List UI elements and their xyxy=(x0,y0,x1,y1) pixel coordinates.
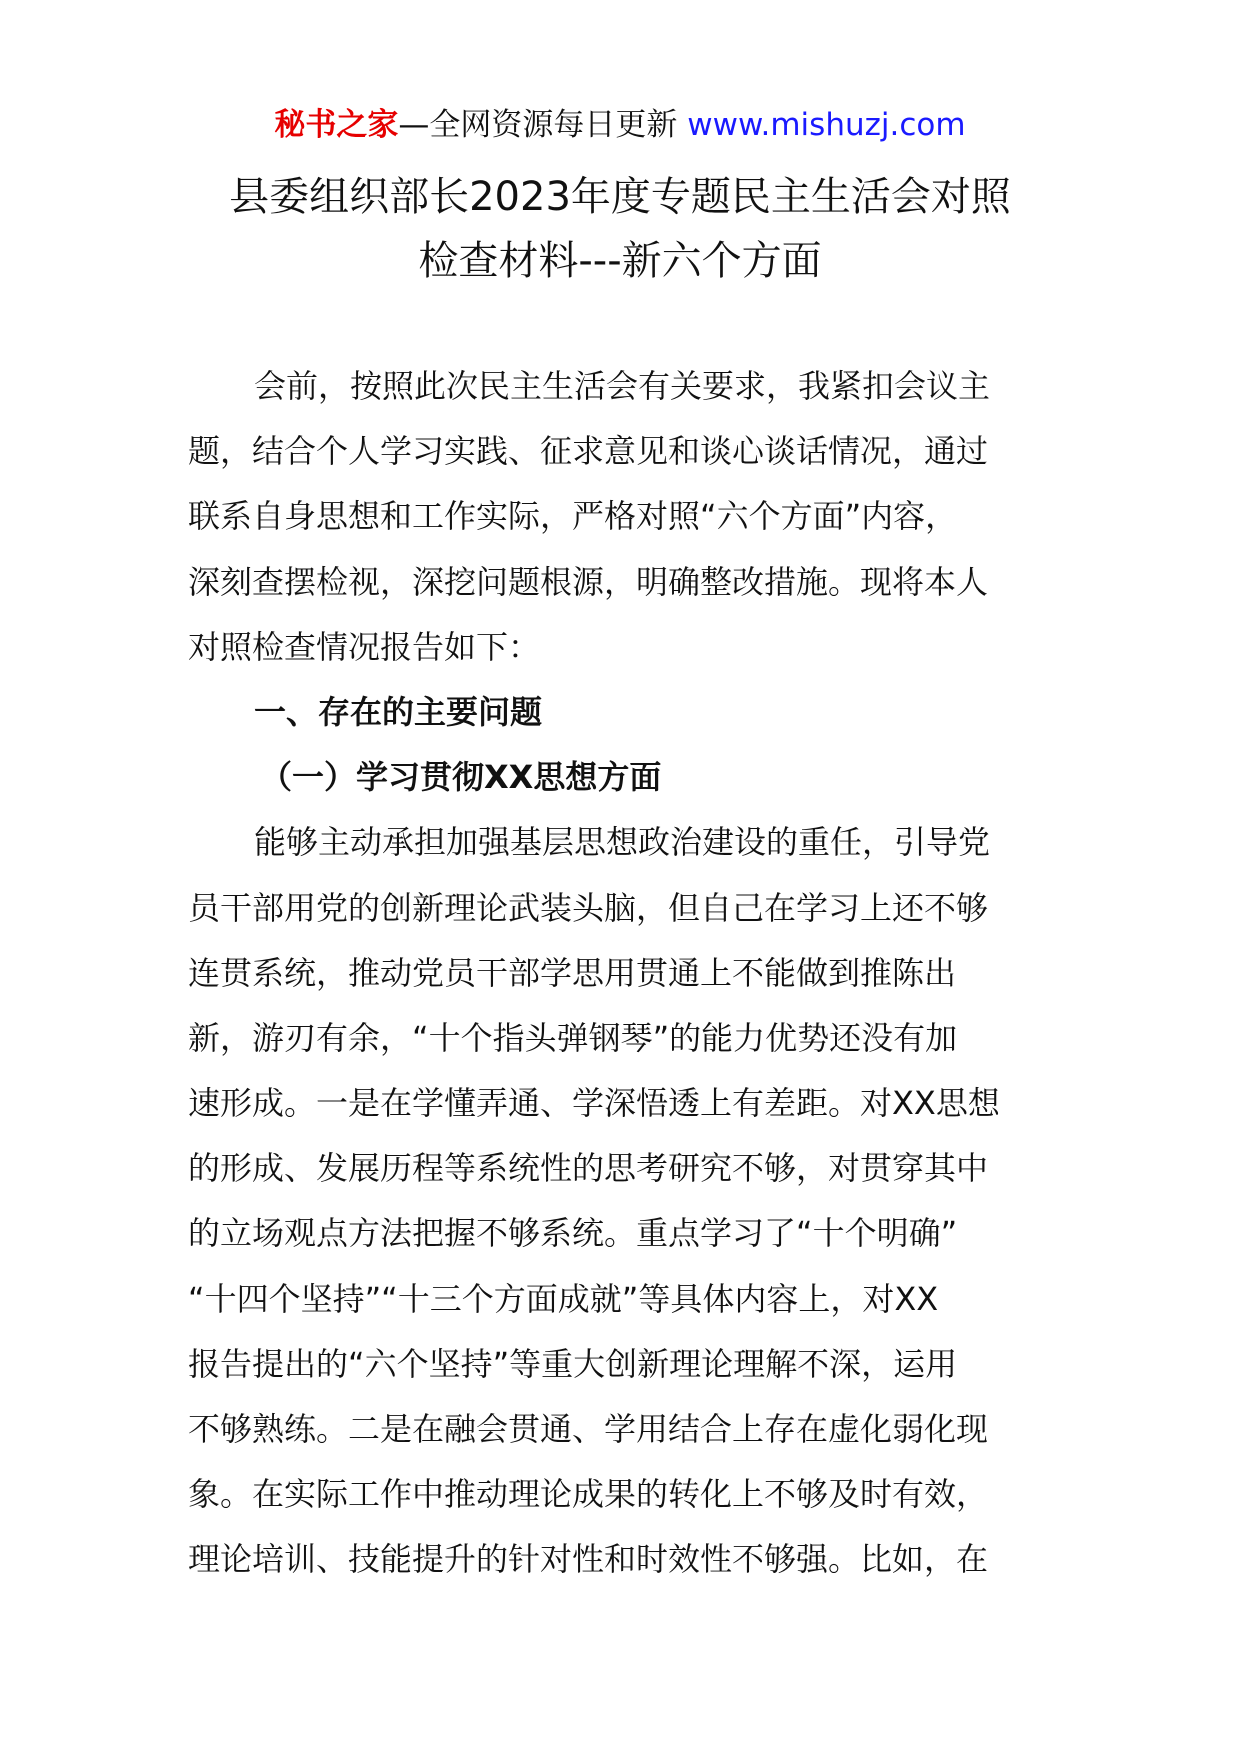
title-line-1: 县委组织部长2023年度专题民主生活会对照 xyxy=(229,174,1011,220)
paragraph-line: 的立场观点方法把握不够系统。重点学习了“十个明确” xyxy=(188,1214,958,1253)
site-url-link[interactable]: www.mishuzj.com xyxy=(687,107,966,143)
paragraph-line: 能够主动承担加强基层思想政治建设的重任，引导党 xyxy=(254,823,991,862)
paragraph-line: 员干部用党的创新理论武装头脑，但自己在学习上还不够 xyxy=(188,888,989,927)
paragraph-line: 速形成。一是在学懂弄通、学深悟透上有差距。对XX思想 xyxy=(188,1084,1000,1123)
paragraph-line: 新，游刃有余，“十个指头弹钢琴”的能力优势还没有加 xyxy=(188,1018,958,1057)
paragraph-line: “十四个坚持”“十三个方面成就”等具体内容上，对XX xyxy=(188,1279,939,1318)
section-heading: 一、存在的主要问题 xyxy=(254,692,543,731)
paragraph-line: 的形成、发展历程等系统性的思考研究不够，对贯穿其中 xyxy=(188,1149,989,1188)
paragraph-line: 报告提出的“六个坚持”等重大创新理论理解不深，运用 xyxy=(188,1344,958,1383)
banner-tagline: —全网资源每日更新 xyxy=(398,107,688,143)
site-banner xyxy=(0,103,1240,147)
brand-name: 秘书之家 xyxy=(274,107,399,143)
paragraph-line: 不够熟练。二是在融会贯通、学用结合上存在虚化弱化现 xyxy=(188,1410,989,1448)
paragraph-line: 理论培训、技能提升的针对性和时效性不够强。比如，在 xyxy=(188,1540,989,1579)
title-line-2: 检查材料---新六个方面 xyxy=(418,238,822,284)
paragraph-line: 会前，按照此次民主生活会有关要求，我紧扣会议主 xyxy=(254,367,991,405)
paragraph-line: 对照检查情况报告如下： xyxy=(188,627,541,666)
paragraph-line: 象。在实际工作中推动理论成果的转化上不够及时有效， xyxy=(188,1475,989,1514)
document-body xyxy=(188,354,1068,1593)
paragraph-line: 深刻查摆检视，深挖问题根源，明确整改措施。现将本人 xyxy=(188,562,989,601)
document-title xyxy=(150,165,1090,293)
paragraph-line: 题，结合个人学习实践、征求意见和谈心谈话情况，通过 xyxy=(188,432,989,471)
paragraph-line: 连贯系统，推动党员干部学思用贯通上不能做到推陈出 xyxy=(188,953,957,992)
paragraph-line: 联系自身思想和工作实际，严格对照“六个方面”内容， xyxy=(188,497,958,536)
subsection-heading: （一）学习贯彻XX思想方面 xyxy=(260,758,662,797)
